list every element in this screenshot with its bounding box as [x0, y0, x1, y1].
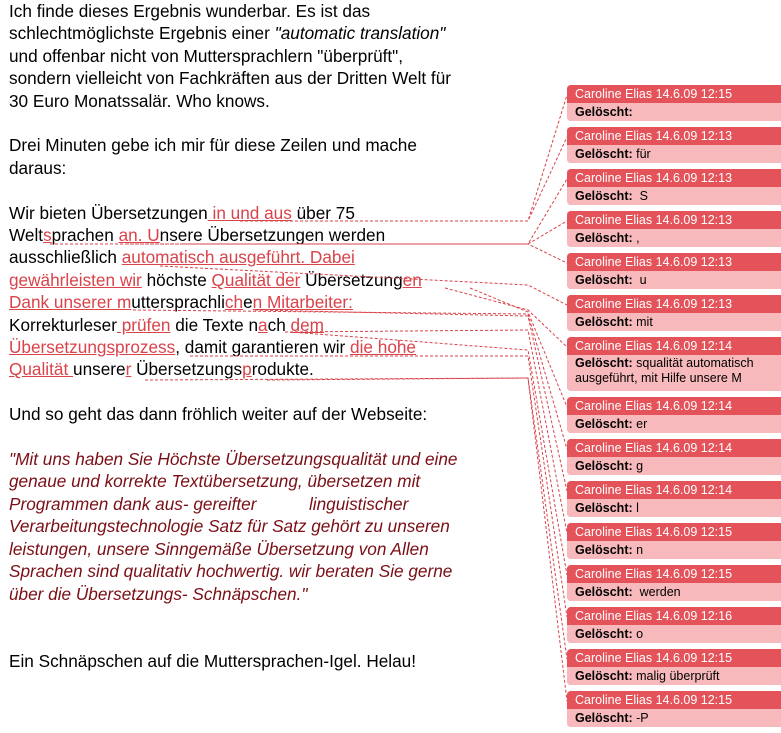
intro-emphasis: "automatic translation" — [274, 23, 446, 44]
comment-label: Gelöscht: — [575, 273, 633, 287]
comment-label: Gelöscht: — [575, 147, 633, 161]
insertion[interactable]: a — [258, 314, 268, 335]
comment-author: Caroline Elias 14.6.09 12:16 — [567, 607, 781, 625]
comment-text: u — [632, 273, 647, 287]
insertion[interactable]: p — [242, 359, 252, 380]
insertion[interactable]: prüfen — [116, 314, 171, 335]
comment-text: squalität automatisch ausgeführt, mit Hilfe unsere M — [575, 356, 758, 385]
comment-balloon[interactable] — [567, 337, 781, 391]
comment-label: Gelöscht: — [575, 189, 633, 203]
comment-balloon[interactable] — [567, 607, 781, 643]
comment-balloon[interactable] — [567, 85, 781, 121]
quote-line-7: über die Übersetzungs- Schnäpschen." — [9, 583, 308, 604]
comment-balloon[interactable] — [567, 211, 781, 247]
intro-line-4: sondern vielleicht von Fachkräften aus der Dritten Welt für — [9, 68, 451, 89]
quote-line-4: Verarbeitungstechnologie Satz für Satz gehört zu unseren — [9, 516, 450, 537]
insertion[interactable]: en — [402, 269, 422, 290]
edited-line-7: Übersetzungsprozess, damit garantieren wir die hohe — [9, 337, 416, 358]
comment-label: Gelöscht: — [575, 711, 633, 725]
edited-line-4: gewährleisten wir höchste Qualität der Übersetzungen — [9, 269, 422, 290]
closing-line: Ein Schnäpschen auf die Muttersprachen-Igel. Helau! — [9, 650, 417, 671]
comment-author: Caroline Elias 14.6.09 12:13 — [567, 169, 781, 187]
quote-line-2: genaue und korrekte Textübersetzung, übersetzen mit — [9, 471, 421, 492]
insertion[interactable]: r — [125, 359, 132, 380]
comment-balloon[interactable] — [567, 691, 781, 727]
comment-text: er — [632, 417, 648, 431]
comment-label: Gelöscht: — [575, 356, 633, 370]
insertion[interactable]: gewährleisten wir — [9, 269, 142, 290]
intro-line-2: schlechtmöglichste Ergebnis einer "automatic translation" — [9, 23, 446, 44]
para2-line-2: daraus: — [9, 157, 67, 178]
insertion[interactable]: Qualität der — [211, 269, 301, 290]
insertion[interactable]: an. U — [118, 225, 160, 246]
comment-author: Caroline Elias 14.6.09 12:14 — [567, 337, 781, 355]
comment-label: Gelöscht: — [575, 627, 633, 641]
comment-label: Gelöscht: — [575, 501, 633, 515]
comment-balloon[interactable] — [567, 649, 781, 685]
para4: Und so geht das dann fröhlich weiter auf der Webseite: — [9, 404, 428, 425]
comment-label: Gelöscht: — [575, 231, 633, 245]
comment-balloon[interactable] — [567, 169, 781, 205]
comment-balloon[interactable] — [567, 439, 781, 475]
comment-author: Caroline Elias 14.6.09 12:14 — [567, 481, 781, 499]
intro-line-3: und offenbar nicht von Muttersprachlern "überprüft", — [9, 45, 404, 66]
comment-label: Gelöscht: — [575, 669, 633, 683]
comment-text: S — [632, 189, 648, 203]
quote-line-6: Sprachen sind qualitativ hochwertig. wir beraten Sie gerne — [9, 561, 453, 582]
quote-line-1: "Mit uns haben Sie Höchste Übersetzungsqualität und eine — [9, 449, 458, 470]
comment-author: Caroline Elias 14.6.09 12:15 — [567, 523, 781, 541]
comment-text: malig überprüft — [632, 669, 720, 683]
comment-text: -P — [632, 711, 649, 725]
intro-line-1: Ich finde dieses Ergebnis wunderbar. Es ist das — [9, 1, 371, 21]
comment-author: Caroline Elias 14.6.09 12:13 — [567, 211, 781, 229]
comment-balloon[interactable] — [567, 523, 781, 559]
comment-balloon[interactable] — [567, 397, 781, 433]
comment-balloon[interactable] — [567, 481, 781, 517]
insertion[interactable]: die hohe — [350, 337, 416, 358]
comment-author: Caroline Elias 14.6.09 12:15 — [567, 649, 781, 667]
para2-line-1: Drei Minuten gebe ich mir für diese Zeilen und mache — [9, 135, 417, 156]
comment-text: für — [632, 147, 651, 161]
comment-balloon[interactable] — [567, 127, 781, 163]
comment-text: mit — [632, 315, 653, 329]
comment-text: g — [632, 459, 644, 473]
comment-balloon[interactable] — [567, 565, 781, 601]
insertion[interactable]: Dank unserer m — [9, 292, 132, 313]
quote-line-3: Programmen dank aus- gereifter linguistischer — [9, 493, 409, 514]
edited-line-6: Korrekturleser prüfen die Texte nach dem — [9, 314, 324, 335]
comment-author: Caroline Elias 14.6.09 12:13 — [567, 127, 781, 145]
comment-label: Gelöscht: — [575, 543, 633, 557]
comment-balloon[interactable] — [567, 295, 781, 331]
edited-line-1: Wir bieten Übersetzungen in und aus über 75 — [9, 202, 355, 223]
comment-author: Caroline Elias 14.6.09 12:14 — [567, 397, 781, 415]
comment-author: Caroline Elias 14.6.09 12:13 — [567, 295, 781, 313]
intro-line-5: 30 Euro Monatssalär. Who knows. — [9, 90, 270, 111]
comment-text: l — [632, 501, 639, 515]
insertion[interactable]: Qualität — [9, 359, 74, 380]
insertion[interactable]: ch — [224, 292, 244, 313]
insertion[interactable]: n Mitarbeiter: — [252, 292, 353, 313]
insertion[interactable]: dem — [290, 314, 324, 335]
comment-label: Gelöscht: — [575, 417, 633, 431]
edited-line-5: Dank unserer muttersprachlichen Mitarbeiter: — [9, 292, 353, 313]
comment-balloon[interactable] — [567, 253, 781, 289]
comment-author: Caroline Elias 14.6.09 12:15 — [567, 85, 781, 103]
edited-line-3: ausschließlich automatisch ausgeführt. Dabei — [9, 247, 355, 268]
comment-text: n — [632, 543, 644, 557]
edited-line-2: Weltsprachen an. Unsere Übersetzungen werden — [9, 225, 386, 246]
edited-line-8: Qualität unserer Übersetzungsprodukte. — [9, 359, 314, 380]
comment-author: Caroline Elias 14.6.09 12:15 — [567, 691, 781, 709]
comment-label: Gelöscht: — [575, 585, 633, 599]
comment-author: Caroline Elias 14.6.09 12:15 — [567, 565, 781, 583]
comment-author: Caroline Elias 14.6.09 12:13 — [567, 253, 781, 271]
insertion[interactable]: in und aus — [207, 202, 292, 223]
insertion[interactable]: automatisch ausgeführt. Dabei — [121, 247, 355, 268]
comment-text: , — [632, 231, 640, 245]
insertion[interactable]: s — [43, 225, 52, 246]
comment-label: Gelöscht: — [575, 459, 633, 473]
comment-text: werden — [632, 585, 681, 599]
comment-label: Gelöscht: — [575, 315, 633, 329]
insertion[interactable]: Übersetzungsprozess — [9, 337, 176, 358]
quote-line-5: leistungen, unsere Sinngemäße Übersetzung von Allen — [9, 538, 429, 559]
comment-author: Caroline Elias 14.6.09 12:14 — [567, 439, 781, 457]
comment-label: Gelöscht: — [575, 105, 633, 119]
comment-text: o — [632, 627, 644, 641]
